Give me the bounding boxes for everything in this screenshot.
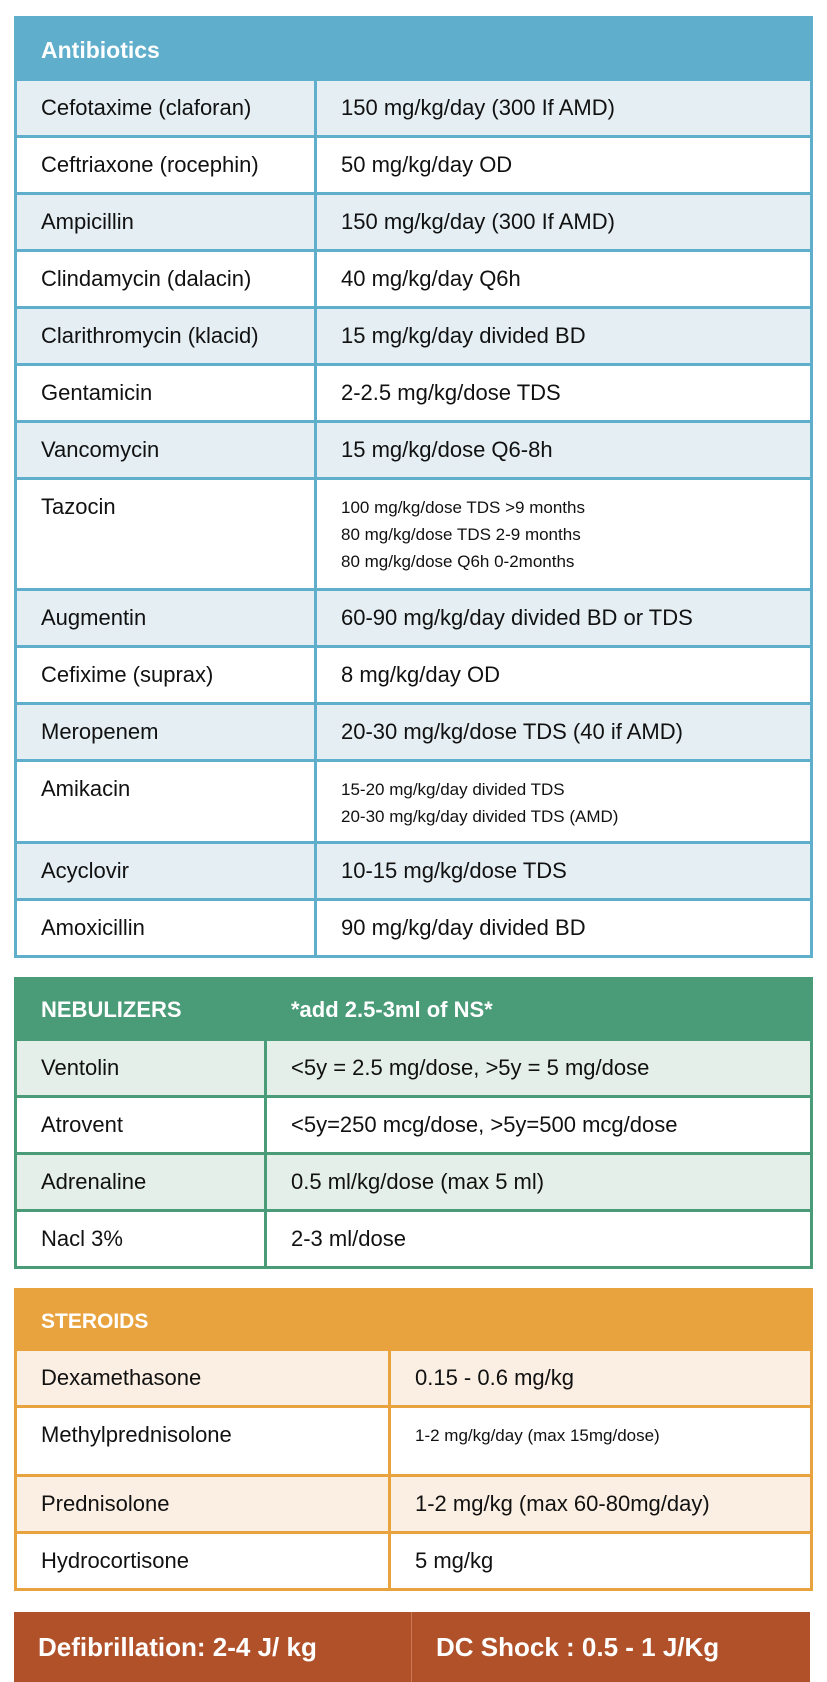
table-row — [16, 422, 812, 479]
nebulizers-header — [16, 979, 812, 1040]
table-row — [16, 1154, 812, 1211]
drug-name: Clarithromycin (klacid) — [16, 308, 316, 365]
drug-name: Cefixime (suprax) — [16, 647, 316, 704]
table-row — [16, 1407, 812, 1476]
table-row — [16, 761, 812, 843]
antibiotics-table — [14, 16, 813, 958]
antibiotics-title: Antibiotics — [16, 18, 316, 80]
dose-line: 15-20 mg/kg/day divided TDS — [341, 780, 565, 799]
drug-dose: 1-2 mg/kg (max 60-80mg/day) — [390, 1476, 812, 1533]
drug-name: Amoxicillin — [16, 900, 316, 957]
drug-name: Ceftriaxone (rocephin) — [16, 137, 316, 194]
table-row — [16, 647, 812, 704]
drug-name: Acyclovir — [16, 843, 316, 900]
drug-name: Ventolin — [16, 1040, 266, 1097]
drug-name: Adrenaline — [16, 1154, 266, 1211]
steroids-header-blank — [390, 1290, 812, 1350]
drug-name: Gentamicin — [16, 365, 316, 422]
drug-name: Meropenem — [16, 704, 316, 761]
drug-name: Dexamethasone — [16, 1350, 390, 1407]
drug-name: Atrovent — [16, 1097, 266, 1154]
shock-footer — [14, 1612, 810, 1682]
dose-line: 20-30 mg/kg/day divided TDS (AMD) — [341, 807, 619, 826]
drug-dose: 90 mg/kg/day divided BD — [316, 900, 812, 957]
drug-dose: 1-2 mg/kg/day (max 15mg/dose) — [390, 1407, 812, 1476]
drug-name: Augmentin — [16, 590, 316, 647]
drug-dose: 2-3 ml/dose — [266, 1211, 812, 1268]
drug-dose: 15 mg/kg/dose Q6-8h — [316, 422, 812, 479]
drug-name: Hydrocortisone — [16, 1533, 390, 1590]
table-row — [16, 365, 812, 422]
steroids-table — [14, 1288, 813, 1591]
table-row — [16, 251, 812, 308]
drug-name: Ampicillin — [16, 194, 316, 251]
antibiotics-header-blank — [316, 18, 812, 80]
drug-name: Prednisolone — [16, 1476, 390, 1533]
table-row — [16, 308, 812, 365]
drug-name: Clindamycin (dalacin) — [16, 251, 316, 308]
drug-name: Methylprednisolone — [16, 1407, 390, 1476]
drug-dose: 10-15 mg/kg/dose TDS — [316, 843, 812, 900]
drug-dose: 0.5 ml/kg/dose (max 5 ml) — [266, 1154, 812, 1211]
drug-dose: 150 mg/kg/day (300 If AMD) — [316, 80, 812, 137]
drug-dose: 5 mg/kg — [390, 1533, 812, 1590]
steroids-title: STEROIDS — [16, 1290, 390, 1350]
drug-dose: 60-90 mg/kg/day divided BD or TDS — [316, 590, 812, 647]
drug-name: Vancomycin — [16, 422, 316, 479]
table-row — [16, 843, 812, 900]
table-row — [16, 704, 812, 761]
drug-name: Cefotaxime (claforan) — [16, 80, 316, 137]
drug-name: Tazocin — [16, 479, 316, 590]
drug-dose: 0.15 - 0.6 mg/kg — [390, 1350, 812, 1407]
table-row — [16, 900, 812, 957]
drug-dose: 20-30 mg/kg/dose TDS (40 if AMD) — [316, 704, 812, 761]
nebulizers-title: NEBULIZERS — [16, 979, 266, 1040]
table-row — [16, 1350, 812, 1407]
table-row — [16, 479, 812, 590]
table-row — [16, 137, 812, 194]
table-row — [16, 1097, 812, 1154]
drug-dose: 15 mg/kg/day divided BD — [316, 308, 812, 365]
drug-dose: 150 mg/kg/day (300 If AMD) — [316, 194, 812, 251]
dose-line: 80 mg/kg/dose Q6h 0-2months — [341, 552, 575, 571]
drug-dose: 2-2.5 mg/kg/dose TDS — [316, 365, 812, 422]
nebulizers-note: *add 2.5-3ml of NS* — [266, 979, 812, 1040]
table-row — [16, 194, 812, 251]
table-row — [16, 1040, 812, 1097]
drug-dose: <5y = 2.5 mg/dose, >5y = 5 mg/dose — [266, 1040, 812, 1097]
drug-dose — [316, 761, 812, 843]
table-row — [16, 80, 812, 137]
drug-dose — [316, 479, 812, 590]
defibrillation-dose: Defibrillation: 2-4 J/ kg — [14, 1612, 412, 1682]
drug-name: Nacl 3% — [16, 1211, 266, 1268]
drug-dose: <5y=250 mcg/dose, >5y=500 mcg/dose — [266, 1097, 812, 1154]
table-row — [16, 1533, 812, 1590]
nebulizers-table — [14, 977, 813, 1269]
table-row — [16, 1476, 812, 1533]
drug-dose: 8 mg/kg/day OD — [316, 647, 812, 704]
drug-name: Amikacin — [16, 761, 316, 843]
drug-dose: 40 mg/kg/day Q6h — [316, 251, 812, 308]
dc-shock-dose: DC Shock : 0.5 - 1 J/Kg — [436, 1632, 720, 1662]
table-row — [16, 1211, 812, 1268]
dose-line: 100 mg/kg/dose TDS >9 months — [341, 498, 585, 517]
dose-line: 80 mg/kg/dose TDS 2-9 months — [341, 525, 581, 544]
steroids-header — [16, 1290, 812, 1350]
antibiotics-header — [16, 18, 812, 80]
table-row — [16, 590, 812, 647]
drug-dose: 50 mg/kg/day OD — [316, 137, 812, 194]
